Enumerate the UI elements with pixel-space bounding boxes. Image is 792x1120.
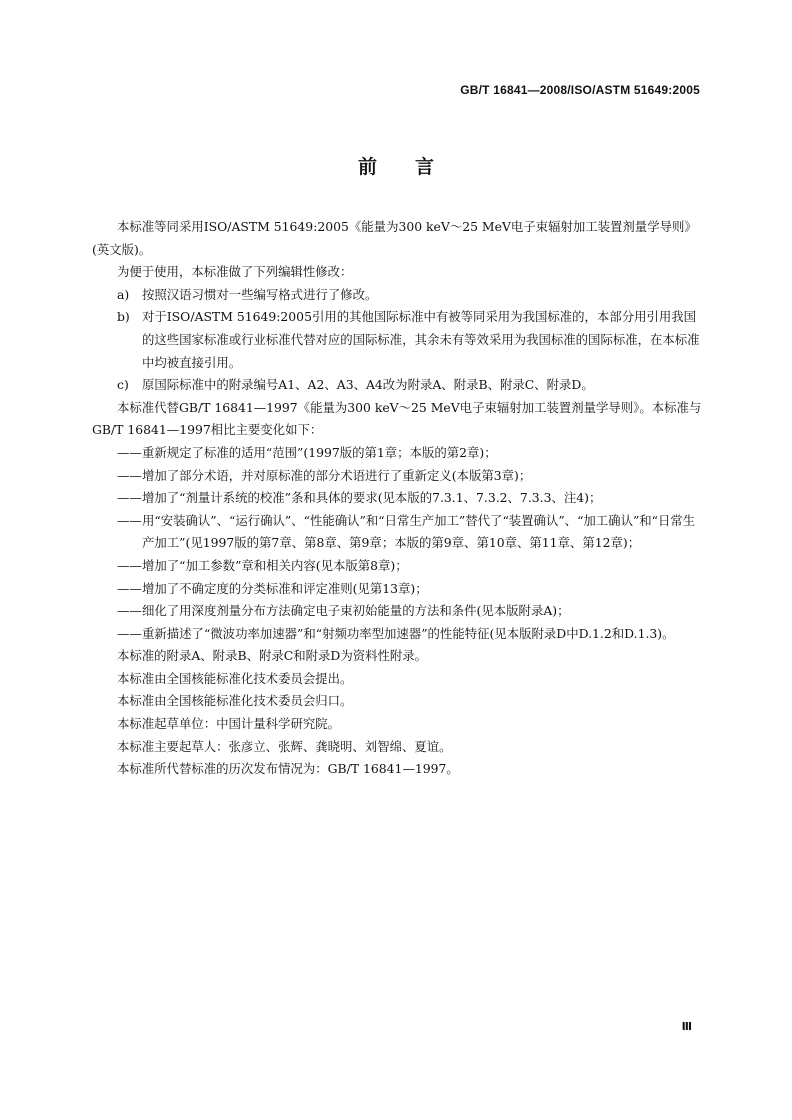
change-text: 增加了不确定度的分类标准和评定准则(见第13章)； xyxy=(142,580,428,596)
paragraph-managed-by: 本标准由全国核能标准化技术委员会归口。 xyxy=(117,693,353,709)
paragraph-replaces: 本标准代替GB/T 16841—1997《能量为300 keV～25 MeV电子束辐射加工装置剂量学导则》。本标准与GB/T 16841—1997相比主要变化如下： xyxy=(92,399,702,438)
change-item xyxy=(92,465,702,488)
change-item xyxy=(92,487,702,510)
paragraph-edits-intro: 为便于使用，本标准做了下列编辑性修改： xyxy=(117,264,353,280)
edit-text: 对于ISO/ASTM 51649:2005引用的其他国际标准中有被等同采用为我国标准的，本部分用引用我国的这些国家标准或行业标准代替对应的国际标准，其余未有等效采用为我国标准的国际标准，在本标准中均被直接引用。 xyxy=(142,309,700,370)
change-text: 增加了部分术语，并对原标准的部分术语进行了重新定义(本版第3章)； xyxy=(142,467,532,483)
dash-marker: —— xyxy=(117,580,142,596)
dash-marker: —— xyxy=(117,603,142,619)
paragraph-drafters: 本标准主要起草人：张彦立、张辉、龚晓明、刘智绵、夏谊。 xyxy=(117,738,452,754)
change-text: 增加了“剂量计系统的校准”条和具体的要求(见本版的7.3.1、7.3.2、7.3.3、注4)； xyxy=(142,490,602,506)
paragraph-drafting-unit: 本标准起草单位：中国计量科学研究院。 xyxy=(117,716,341,732)
change-text: 重新描述了“微波功率加速器”和“射频功率型加速器”的性能特征(见本版附录D中D.1.2和D.1.3)。 xyxy=(142,625,675,641)
paragraph-history: 本标准所代替标准的历次发布情况为：GB/T 16841—1997。 xyxy=(117,761,459,777)
paragraph-adoption: 本标准等同采用ISO/ASTM 51649:2005《能量为300 keV～25 MeV电子束辐射加工装置剂量学导则》(英文版)。 xyxy=(92,219,697,257)
change-item xyxy=(92,442,702,465)
change-text: 增加了“加工参数”章和相关内容(见本版第8章)； xyxy=(142,557,408,573)
change-item xyxy=(92,623,702,646)
list-marker: b) xyxy=(117,309,130,325)
change-item xyxy=(92,578,702,601)
dash-marker: —— xyxy=(117,467,142,483)
edit-item-b xyxy=(92,306,702,374)
change-text: 细化了用深度剂量分布方法确定电子束初始能量的方法和条件(见本版附录A)； xyxy=(142,603,570,619)
standard-code-header: GB/T 16841—2008/ISO/ASTM 51649:2005 xyxy=(460,83,700,97)
list-marker: c) xyxy=(117,377,129,393)
edit-item-c xyxy=(92,374,702,397)
dash-marker: —— xyxy=(117,557,142,573)
dash-marker: —— xyxy=(117,490,142,506)
paragraph-proposed-by: 本标准由全国核能标准化技术委员会提出。 xyxy=(117,670,353,686)
edit-text: 按照汉语习惯对一些编写格式进行了修改。 xyxy=(142,286,378,302)
page-title: 前言 xyxy=(357,156,472,178)
edit-text: 原国际标准中的附录编号A1、A2、A3、A4改为附录A、附录B、附录C、附录D。 xyxy=(142,377,594,393)
page-number: Ⅲ xyxy=(681,1020,692,1033)
edit-item-a xyxy=(92,284,702,307)
paragraph-annexes: 本标准的附录A、附录B、附录C和附录D为资料性附录。 xyxy=(117,648,428,664)
dash-marker: —— xyxy=(117,444,142,460)
change-item xyxy=(92,600,702,623)
list-marker: a) xyxy=(117,286,130,302)
dash-marker: —— xyxy=(117,625,142,641)
dash-marker: —— xyxy=(117,512,142,528)
change-item xyxy=(92,510,702,555)
change-item xyxy=(92,555,702,578)
change-text: 重新规定了标准的适用“范围”(1997版的第1章；本版的第2章)； xyxy=(142,444,497,460)
document-body xyxy=(92,216,702,781)
change-text: 用“安装确认”、“运行确认”、“性能确认”和“日常生产加工”替代了“装置确认”、“加工确认”和“日常生产加工”(见1997版的第7章、第8章、第9章；本版的第9章、第10章、第11章、第12章)； xyxy=(142,512,696,551)
